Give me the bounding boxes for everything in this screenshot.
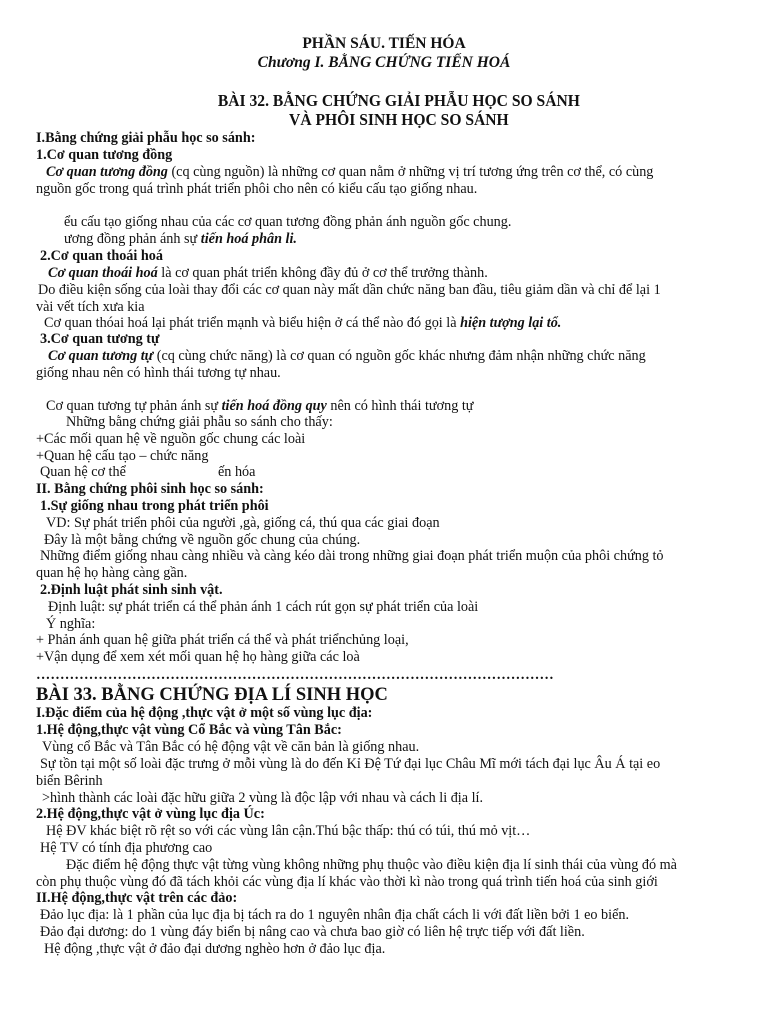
list-item-fragment: ến hóa [218, 464, 256, 480]
paragraph-line: Đây là một bằng chứng về nguồn gốc chung của chúng. [44, 532, 361, 548]
paragraph-line: Cơ quan tương đồng (cq cùng nguồn) là những cơ quan nằm ở những vị trí tương ứng trên cơ thể, có cùng [46, 164, 654, 180]
part-title: PHẦN SÁU. TIẾN HÓA [302, 35, 466, 52]
paragraph-line: Vùng cổ Bắc và Tân Bắc có hệ động vật về căn bản là giống nhau. [42, 739, 420, 755]
subsection-heading: 2.Cơ quan thoái hoá [40, 248, 163, 264]
paragraph-line: Những bằng chứng giải phẫu so sánh cho thấy: [66, 414, 333, 430]
term: Cơ quan tương tự [48, 348, 154, 364]
subsection-heading: 2.Định luật phát sinh sinh vật. [40, 582, 223, 598]
paragraph-line: Đặc điểm hệ động thực vật từng vùng không những phụ thuộc vào điều kiện địa lí sinh thái của vùng đó mà [66, 857, 677, 873]
list-item: +Vận dụng để xem xét mối quan hệ họ hàng giữa các loà [36, 649, 360, 665]
chapter-title: Chương I. BẰNG CHỨNG TIẾN HOÁ [257, 54, 511, 71]
paragraph-line: Cơ quan tương tự phản ánh sự tiến hoá đồng quy nên có hình thái tương tự [46, 398, 474, 414]
lesson-33-title: BÀI 33. BẰNG CHỨNG ĐỊA LÍ SINH HỌC [36, 685, 388, 705]
section-heading: II. Bằng chứng phôi sinh học so sánh: [36, 481, 264, 497]
section-heading: I.Bằng chứng giải phẫu học so sánh: [36, 130, 256, 146]
paragraph-line: Đảo đại dương: do 1 vùng đáy biển bị nâng cao và chưa bao giờ có liên hệ trực tiếp với đất liền. [40, 924, 585, 940]
paragraph-line: ểu cấu tạo giống nhau của các cơ quan tương đồng phản ánh nguồn gốc chung. [64, 214, 512, 230]
key-term: tiến hoá phân li. [200, 231, 297, 247]
subsection-heading: 1.Cơ quan tương đồng [36, 147, 173, 163]
paragraph-line: Hệ động ,thực vật ở đảo đại dương nghèo hơn ở đảo lục địa. [44, 941, 386, 957]
paragraph-line: biển Bêrinh [36, 773, 103, 789]
paragraph-line: Hệ ĐV khác biệt rõ rệt so với các vùng lân cận.Thú bậc thấp: thú có túi, thú mỏ vịt… [46, 823, 531, 839]
term: Cơ quan thoái hoá [48, 265, 158, 281]
lesson-32-title-line2: VÀ PHÔI SINH HỌC SO SÁNH [289, 110, 509, 129]
paragraph-line: giống nhau nên có hình thái tương tự nhau. [36, 365, 281, 381]
subsection-heading: 3.Cơ quan tương tự [40, 331, 160, 347]
paragraph-line: Ý nghĩa: [46, 616, 96, 632]
paragraph-line: quan hệ họ hàng càng gần. [36, 565, 188, 581]
paragraph-line: Cơ quan thoái hoá là cơ quan phát triển không đầy đủ ở cơ thể trưởng thành. [48, 265, 488, 281]
key-term: tiến hoá đồng quy [221, 398, 327, 414]
paragraph-line: Cơ quan tương tự (cq cùng chức năng) là cơ quan có nguồn gốc khác nhưng đảm nhận những chức năng [48, 348, 646, 364]
paragraph-line: Những điểm giống nhau càng nhiều và càng kéo dài trong những giai đoạn phát triển muộn của phôi chứng tỏ [40, 548, 664, 564]
paragraph-line: >hình thành các loài đặc hữu giữa 2 vùng là độc lập với nhau và cách li địa lí. [42, 790, 484, 806]
lesson-32-title-line1: BÀI 32. BẰNG CHỨNG GIẢI PHẪU HỌC SO SÁNH [217, 91, 580, 110]
paragraph-line: Hệ TV có tính địa phương cao [40, 840, 213, 856]
paragraph-line: Sự tồn tại một số loài đặc trưng ở mỗi vùng là do đến Kỉ Đệ Tứ đại lục Châu Mĩ mới tách đại lục Âu Á tại eo [40, 756, 661, 772]
paragraph-line: Đảo lục địa: là 1 phần của lục địa bị tách ra do 1 nguyên nhân địa chất cách li với đất liền bởi 1 eo biển. [40, 907, 630, 923]
subsection-heading: 1.Sự giống nhau trong phát triển phôi [40, 498, 269, 514]
paragraph-line: Cơ quan thóai hoá lại phát triển mạnh và biểu hiện ở cá thể nào đó gọi là hiện tượng lại tổ. [44, 315, 562, 331]
paragraph-line: VD: Sự phát triển phôi của người ,gà, giống cá, thú qua các giai đoạn [46, 515, 440, 531]
list-item: +Các mối quan hệ về nguồn gốc chung các loài [36, 431, 306, 447]
paragraph-line: nguồn gốc trong quá trình phát triển phôi cho nên có kiểu cấu tạo giống nhau. [36, 181, 478, 197]
paragraph-line: còn phụ thuộc vùng đó đã tách khỏi các vùng địa lí khác vào thời kì nào trong quá trình tiến hoá của sinh giới [36, 874, 658, 890]
paragraph-line: Định luật: sự phát triển cá thể phản ánh 1 cách rút gọn sự phát triển của loài [48, 599, 479, 615]
key-term: hiện tượng lại tổ. [460, 315, 562, 331]
section-heading: I.Đặc điểm của hệ động ,thực vật ở một số vùng lục địa: [36, 705, 373, 721]
list-item: + Phản ánh quan hệ giữa phát triển cá thể và phát triểnchủng loại, [36, 632, 409, 648]
paragraph-line: ương đồng phản ánh sự tiến hoá phân li. [64, 231, 297, 247]
paragraph-line: Do điều kiện sống của loài thay đổi các cơ quan này mất dần chức năng ban đầu, tiêu giảm dần và chỉ để lại 1 [38, 282, 661, 298]
subsection-heading: 2.Hệ động,thực vật ở vùng lục địa Úc: [36, 806, 265, 822]
term: Cơ quan tương đồng [46, 164, 168, 180]
paragraph-line: vài vết tích xưa kia [36, 299, 145, 315]
section-heading: II.Hệ động,thực vật trên các đảo: [36, 890, 238, 906]
list-item: Quan hệ cơ thể [40, 464, 126, 480]
subsection-heading: 1.Hệ động,thực vật vùng Cổ Bắc và vùng Tân Bắc: [36, 722, 342, 738]
list-item: +Quan hệ cấu tạo – chức năng [36, 448, 209, 464]
dotted-separator: ……………………………………………………………………………………………… [36, 667, 554, 683]
